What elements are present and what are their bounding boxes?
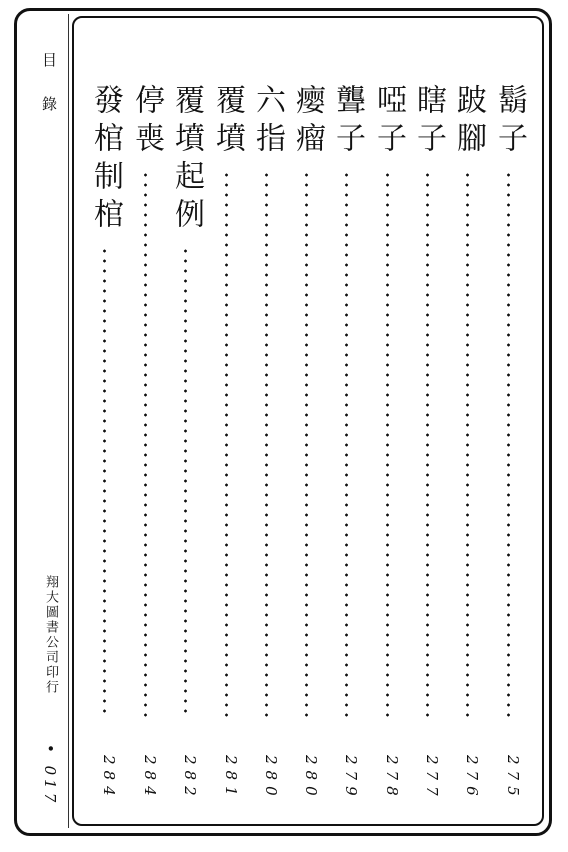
entry-title: 停喪 [129,84,164,160]
entry-title: 發棺制棺 [88,84,123,236]
entry-page-number: 284 [141,755,159,802]
entry-page-number: 284 [100,755,118,802]
entry-page-number: 280 [302,755,320,802]
entry-page-number: 275 [504,755,522,802]
entry-title: 覆墳 [210,84,245,160]
entry-title: 鬍子 [492,84,527,160]
toc-entry [88,84,123,806]
dot-leader [466,170,469,718]
entry-title: 跛腳 [451,84,486,160]
dot-leader [345,170,348,718]
toc-entry [290,84,325,806]
entry-title: 聾子 [330,84,365,160]
folio-number: • 017 [41,744,59,807]
toc-entry [371,84,406,806]
entry-page-number: 281 [222,755,240,802]
toc-entry [330,84,365,806]
entry-page-number: 280 [262,755,280,802]
toc-entry [129,84,164,806]
toc-entry [250,84,285,806]
dot-leader [103,246,106,718]
entry-page-number: 279 [342,755,360,802]
entry-title: 啞子 [371,84,406,160]
publisher-imprint: 翔大圖書公司印行 [43,575,58,695]
dot-leader [386,170,389,718]
dot-leader [305,170,308,718]
entry-page-number: 276 [463,755,481,802]
entry-title: 六指 [250,84,285,160]
toc-entry [169,84,204,806]
toc-entry [451,84,486,806]
toc-entry [492,84,527,806]
entry-title: 覆墳起例 [169,84,204,236]
entry-page-number: 277 [423,755,441,802]
dot-leader [507,170,510,718]
dot-leader [184,246,187,718]
page-heading: 目 錄 [40,52,58,123]
entry-page-number: 278 [383,755,401,802]
entry-page-number: 282 [181,755,199,802]
dot-leader [426,170,429,718]
dot-leader [225,170,228,718]
entry-title: 瞎子 [411,84,446,160]
dot-leader [265,170,268,718]
toc-entry [210,84,245,806]
margin-rule [68,14,69,828]
toc-entry [411,84,446,806]
entry-title: 瘿瘤 [290,84,325,160]
dot-leader [144,170,147,718]
